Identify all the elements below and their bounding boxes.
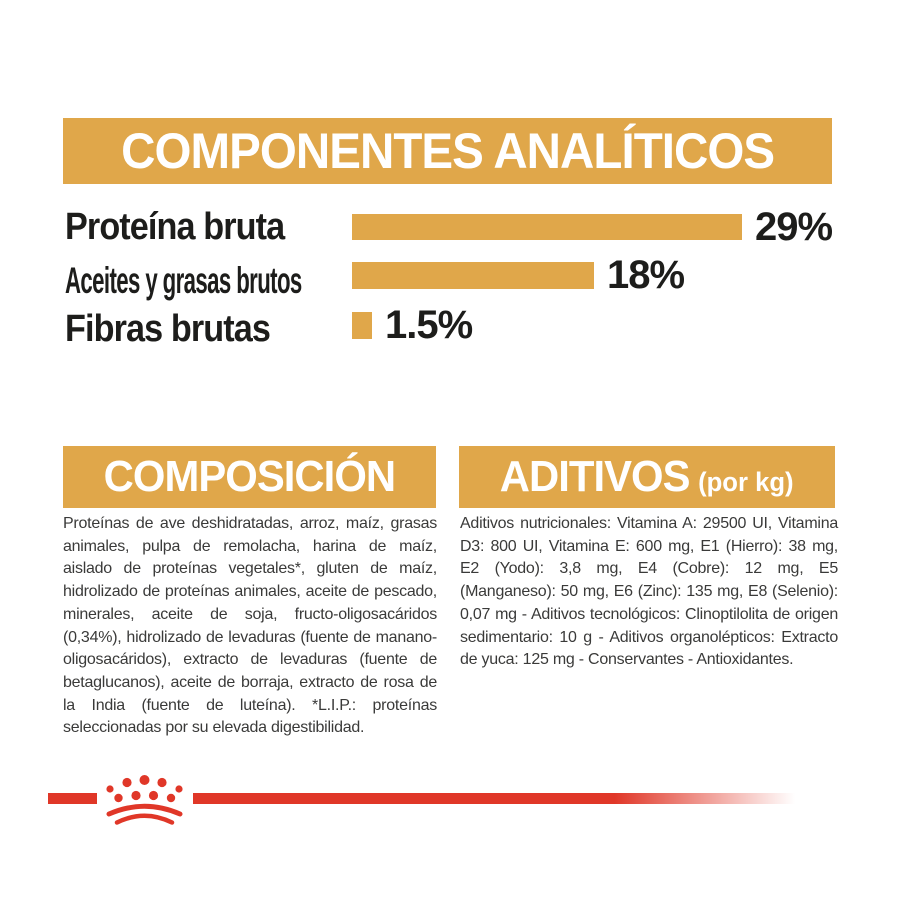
bar-value-protein: 29% — [755, 205, 833, 249]
composition-body: Proteínas de ave deshidratadas, arroz, maíz, grasas animales, pulpa de remolacha, harina de maíz, aislado de proteínas vegetales*, gluten de maíz, hidrolizado de proteínas animales, aceite de pescado, minerales, aceite de soja, fructo-oligosacáridos (0,34%), hidrolizado de levaduras (fuente de manano-oligosacáridos), extracto de levaduras (fuente de betaglucanos), aceite de borraja, extracto de rosa de la India (fuente de luteína). *L.I.P.: proteínas seleccionadas por su elevada digestibilidad. — [63, 515, 437, 737]
composition-banner — [63, 446, 436, 508]
royal-canin-crown-icon — [100, 770, 190, 826]
additives-banner — [459, 446, 835, 508]
red-rule-right-segment — [193, 793, 795, 804]
additives-title: ADITIVOS — [500, 452, 690, 501]
additives-body: Aditivos nutricionales: Vitamina A: 29500 UI, Vitamina D3: 800 UI, Vitamina E: 600 mg, E1 (Hierro): 38 mg, E2 (Yodo): 3,8 mg, E4 (Cobre): 12 mg, E5 (Manganeso): 50 mg, E6 (Zinc): 135 mg, E8 (Selenio): 0,07 mg - Aditivos tecnológicos: Clinoptilolita de origen sedimentario: 10 g - Aditivos organolépticos: Extracto de yuca: 125 mg - Conservantes - Antioxidantes. — [460, 515, 838, 669]
bar-protein — [352, 214, 742, 240]
red-rule-left-segment — [48, 793, 97, 804]
bar-label-fats: Aceites y grasas brutos — [65, 260, 302, 301]
bar-fats — [352, 262, 594, 289]
bar-value-fats: 18% — [607, 253, 685, 297]
composition-title: COMPOSICIÓN — [103, 452, 396, 501]
analytical-components-title: COMPONENTES ANALÍTICOS — [121, 123, 774, 179]
bar-fiber — [352, 312, 372, 339]
bar-value-fiber: 1.5% — [385, 303, 473, 347]
bar-label-fiber: Fibras brutas — [65, 308, 270, 350]
additives-title-suffix: (por kg) — [698, 467, 794, 497]
bar-label-protein: Proteína bruta — [65, 206, 285, 248]
analytical-components-banner — [63, 118, 832, 184]
additives-title-group — [500, 452, 794, 502]
